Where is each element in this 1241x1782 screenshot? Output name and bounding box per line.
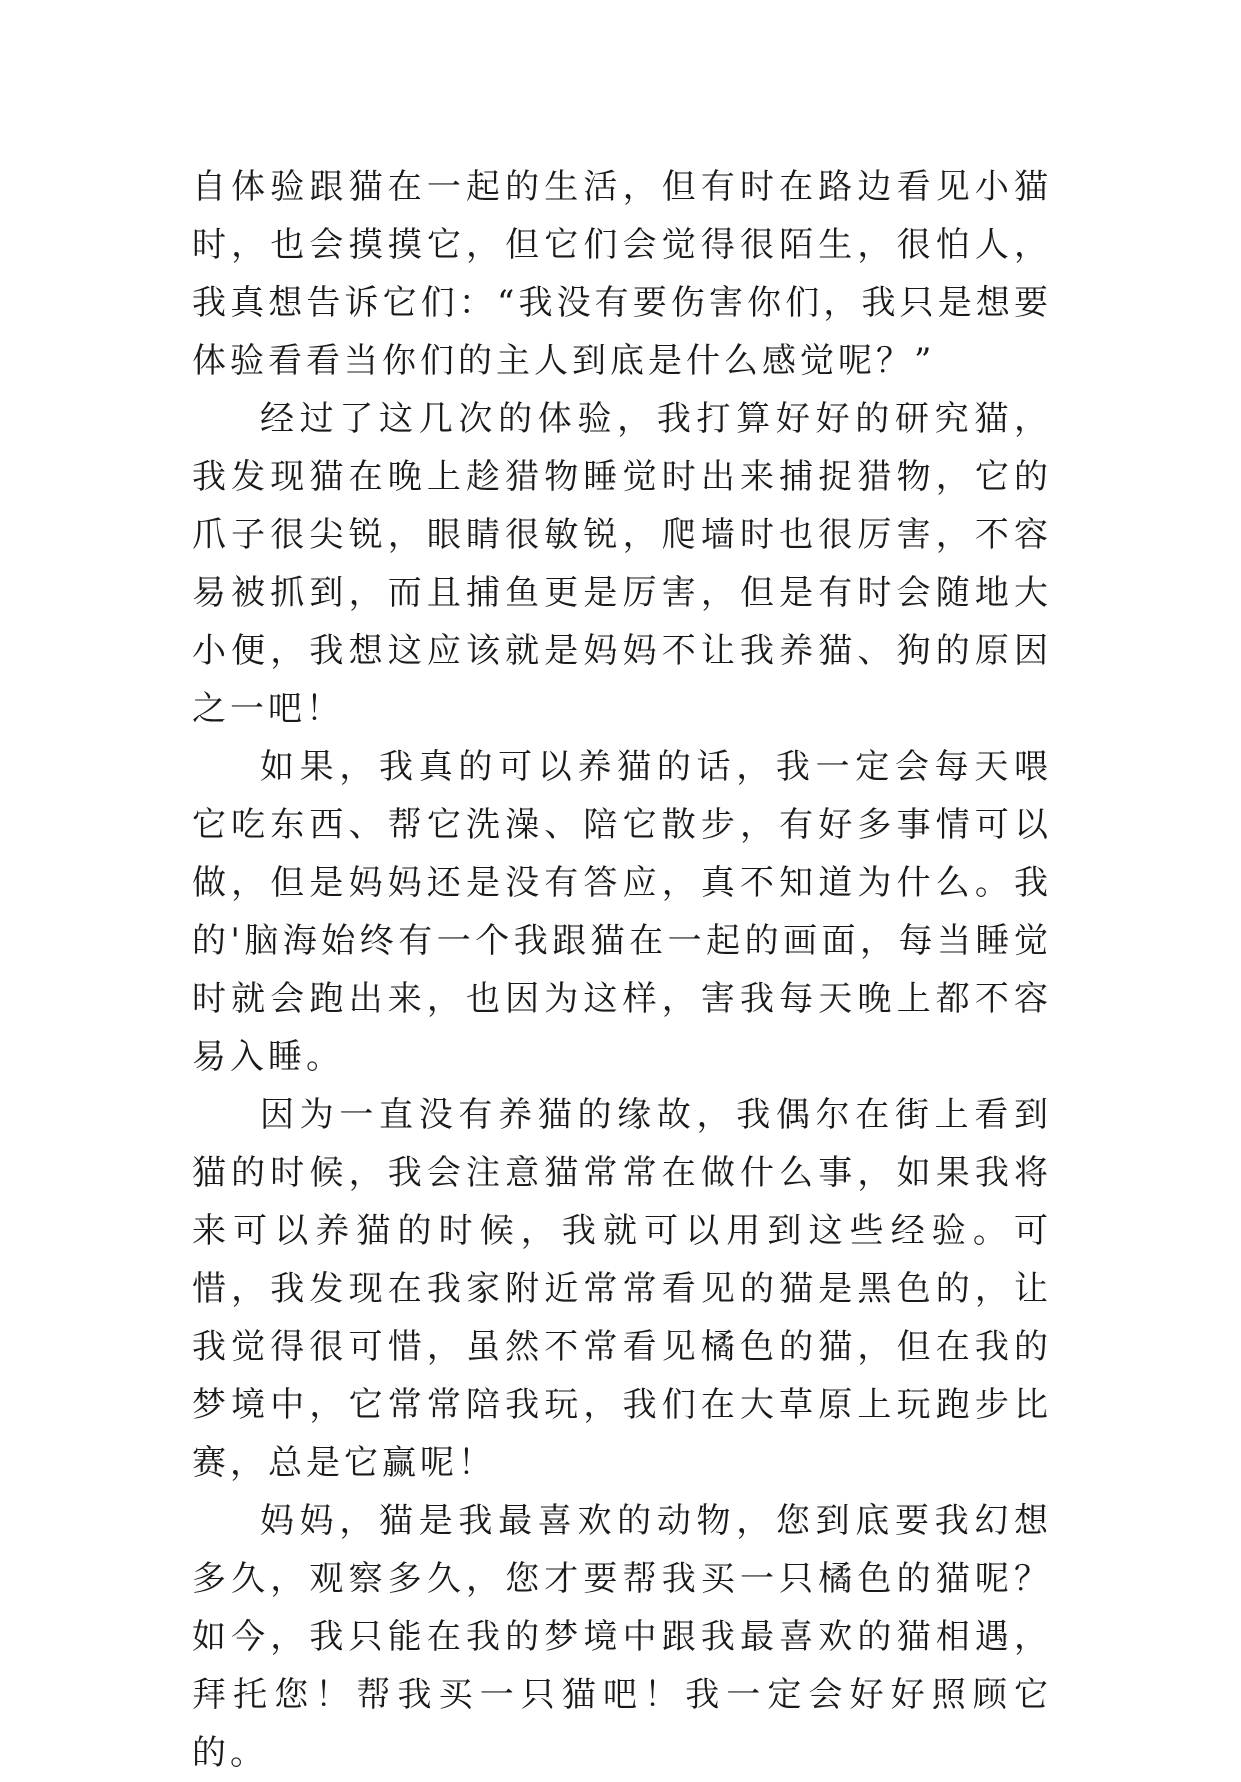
- paragraph-if-keep-cat: 如果，我真的可以养猫的话，我一定会每天喂它吃东西、帮它洗澡、陪它散步，有好多事情可以做，但是妈妈还是没有答应，真不知道为什么。我的'脑海始终有一个我跟猫在一起的画面，每当睡觉时就会跑出来，也因为这样，害我每天晚上都不容易入睡。: [192, 747, 1052, 1077]
- paragraph-continued: 自体验跟猫在一起的生活，但有时在路边看见小猫时，也会摸摸它，但它们会觉得很陌生，很怕人，我真想告诉它们：“我没有要伤害你们，我只是想要体验看看当你们的主人到底是什么感觉呢？”: [192, 167, 1052, 381]
- paragraph-plea-to-mom: 妈妈，猫是我最喜欢的动物，您到底要我幻想多久，观察多久，您才要帮我买一只橘色的猫呢？如今，我只能在我的梦境中跟我最喜欢的猫相遇，拜托您！帮我买一只猫吧！我一定会好好照顾它的。: [192, 1501, 1052, 1773]
- paragraph-cat-study: 经过了这几次的体验，我打算好好的研究猫，我发现猫在晚上趁猎物睡觉时出来捕捉猎物，它的爪子很尖锐，眼睛很敏锐，爬墙时也很厉害，不容易被抓到，而且捕鱼更是厉害，但是有时会随地大小便，我想这应该就是妈妈不让我养猫、狗的原因之一吧！: [192, 399, 1052, 729]
- paragraph-street-cats: 因为一直没有养猫的缘故，我偶尔在街上看到猫的时候，我会注意猫常常在做什么事，如果我将来可以养猫的时候，我就可以用到这些经验。可惜，我发现在我家附近常常看见的猫是黑色的，让我觉得很可惜，虽然不常看见橘色的猫，但在我的梦境中，它常常陪我玩，我们在大草原上玩跑步比赛，总是它赢呢！: [192, 1095, 1052, 1483]
- document-body: [192, 158, 1052, 1782]
